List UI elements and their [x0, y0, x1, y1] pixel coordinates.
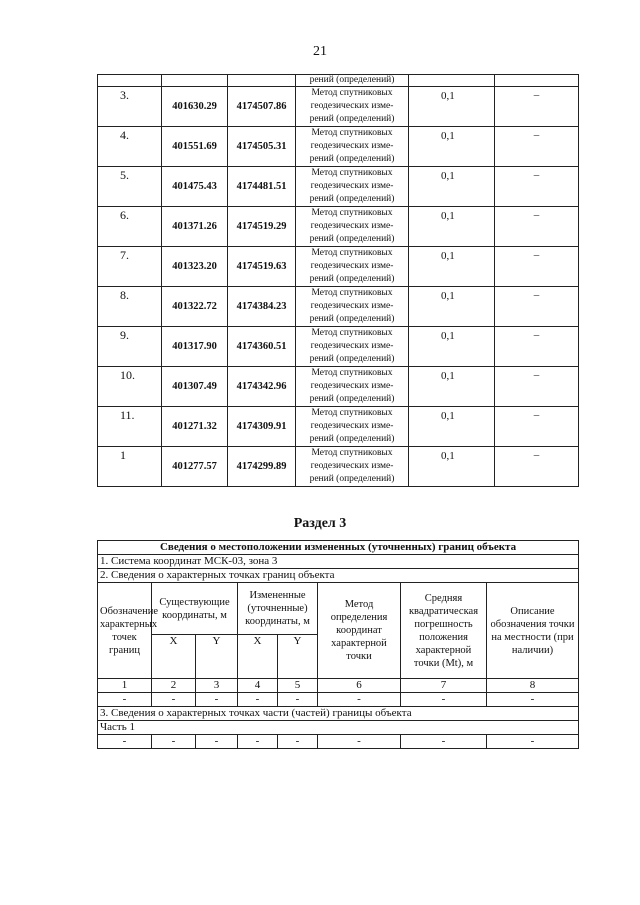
points-section-header: 2. Сведения о характерных точках границ объекта — [98, 569, 579, 583]
method-line: геодезических изме- — [310, 421, 394, 431]
col-description-header: Описание обозначения точки на местности (при наличии) — [487, 583, 579, 679]
method-line: рений (определений) — [309, 234, 395, 244]
precision: 0,1 — [409, 247, 495, 287]
section-title: Раздел 3 — [293, 516, 347, 531]
col-changed-header: Измененные (уточненные) координаты, м — [238, 583, 318, 635]
description: – — [495, 287, 579, 327]
method-cell — [296, 207, 409, 247]
col-precision-header: Средняя квадратическая погрешность положения характерной точки (Mt), м — [401, 583, 487, 679]
table-row — [98, 583, 579, 635]
table-row — [98, 87, 579, 127]
y-coordinate: 4174507.86 — [228, 87, 296, 127]
x-coordinate: 401475.43 — [162, 167, 228, 207]
y-coordinate: 4174360.51 — [228, 327, 296, 367]
method-cell — [296, 127, 409, 167]
method-line: Метод спутниковых — [311, 448, 393, 458]
point-number: 8. — [98, 287, 162, 327]
method-line: геодезических изме- — [310, 101, 394, 111]
col-point-header: Обозначение характерных точек границ — [98, 583, 152, 679]
y-coordinate: 4174299.89 — [228, 447, 296, 487]
x-coordinate: 401277.57 — [162, 447, 228, 487]
coordinate-system: 1. Система координат МСК-03, зона 3 — [98, 555, 579, 569]
description: – — [495, 407, 579, 447]
method-line: геодезических изме- — [310, 301, 394, 311]
description: – — [495, 367, 579, 407]
y-coordinate: 4174309.91 — [228, 407, 296, 447]
y-coordinate: 4174384.23 — [228, 287, 296, 327]
table-row — [98, 207, 579, 247]
x-coordinate: 401323.20 — [162, 247, 228, 287]
method-line: Метод спутниковых — [311, 128, 393, 138]
method-line: Метод спутниковых — [311, 88, 393, 98]
table-row — [98, 569, 579, 583]
table-row — [98, 127, 579, 167]
method-cell — [296, 167, 409, 207]
table-row — [98, 447, 579, 487]
col-y-header: Y — [196, 635, 238, 679]
precision: 0,1 — [409, 287, 495, 327]
table-row — [98, 287, 579, 327]
col-existing-header: Существующие координаты, м — [152, 583, 238, 635]
point-number: 7. — [98, 247, 162, 287]
point-number: 3. — [98, 87, 162, 127]
col-method-header: Метод определения координат характерной точки — [318, 583, 401, 679]
method-line: рений (определений) — [309, 314, 395, 324]
x-coordinate: 401551.69 — [162, 127, 228, 167]
precision: 0,1 — [409, 127, 495, 167]
precision: 0,1 — [409, 407, 495, 447]
table-row — [98, 407, 579, 447]
col-y-header: Y — [278, 635, 318, 679]
method-line: Метод спутниковых — [311, 408, 393, 418]
method-cell — [296, 407, 409, 447]
method-line: геодезических изме- — [310, 381, 394, 391]
table-row — [98, 721, 579, 735]
table-row — [98, 75, 579, 87]
table-row — [98, 367, 579, 407]
point-number: 10. — [98, 367, 162, 407]
method-line: рений (определений) — [309, 114, 395, 124]
method-line: рений (определений) — [309, 434, 395, 444]
description: – — [495, 447, 579, 487]
method-line: Метод спутниковых — [311, 288, 393, 298]
x-coordinate: 401271.32 — [162, 407, 228, 447]
method-line: геодезических изме- — [310, 341, 394, 351]
y-coordinate: 4174519.29 — [228, 207, 296, 247]
point-number: 1 — [98, 447, 162, 487]
method-line: Метод спутниковых — [311, 328, 393, 338]
method-line: рений (определений) — [309, 474, 395, 484]
y-coordinate: 4174505.31 — [228, 127, 296, 167]
precision: 0,1 — [409, 367, 495, 407]
precision: 0,1 — [409, 87, 495, 127]
point-number: 5. — [98, 167, 162, 207]
method-line: рений (определений) — [309, 394, 395, 404]
table-row — [98, 167, 579, 207]
method-line: Метод спутниковых — [311, 168, 393, 178]
precision: 0,1 — [409, 207, 495, 247]
method-line: рений (определений) — [309, 194, 395, 204]
precision: 0,1 — [409, 327, 495, 367]
x-coordinate: 401630.29 — [162, 87, 228, 127]
precision: 0,1 — [409, 167, 495, 207]
method-cell — [296, 447, 409, 487]
col-x-header: X — [152, 635, 196, 679]
description: – — [495, 247, 579, 287]
table-row: - - - - - - - - — [98, 693, 579, 707]
description: – — [495, 87, 579, 127]
method-line: рений (определений) — [309, 154, 395, 164]
method-cell — [296, 87, 409, 127]
method-line: геодезических изме- — [310, 181, 394, 191]
x-coordinate: 401307.49 — [162, 367, 228, 407]
y-coordinate: 4174519.63 — [228, 247, 296, 287]
parts-section-header: 3. Сведения о характерных точках части (частей) границы объекта — [98, 707, 579, 721]
method-line: рений (определений) — [309, 354, 395, 364]
point-number: 11. — [98, 407, 162, 447]
method-line: Метод спутниковых — [311, 208, 393, 218]
table-row — [98, 541, 579, 555]
method-cell — [296, 367, 409, 407]
x-coordinate: 401322.72 — [162, 287, 228, 327]
method-cell: рений (определений) — [296, 75, 409, 87]
method-line: геодезических изме- — [310, 461, 394, 471]
description: – — [495, 327, 579, 367]
changed-boundaries-table — [97, 540, 579, 749]
description: – — [495, 167, 579, 207]
x-coordinate: 401317.90 — [162, 327, 228, 367]
table-title: Сведения о местоположении измененных (уточненных) границ объекта — [98, 541, 579, 555]
y-coordinate: 4174342.96 — [228, 367, 296, 407]
table-row — [98, 555, 579, 569]
table-row — [98, 247, 579, 287]
boundary-points-table — [97, 74, 579, 487]
method-line: геодезических изме- — [310, 141, 394, 151]
method-line: Метод спутниковых — [311, 248, 393, 258]
page-number: 21 — [313, 44, 327, 59]
method-line: Метод спутниковых — [311, 368, 393, 378]
precision: 0,1 — [409, 447, 495, 487]
method-cell — [296, 247, 409, 287]
method-line: геодезических изме- — [310, 261, 394, 271]
column-numbers-row: 1 2 3 4 5 6 7 8 — [98, 679, 579, 693]
x-coordinate: 401371.26 — [162, 207, 228, 247]
method-cell — [296, 327, 409, 367]
table-row — [98, 327, 579, 367]
part-label: Часть 1 — [98, 721, 579, 735]
table-row — [98, 707, 579, 721]
col-x-header: X — [238, 635, 278, 679]
table-row: - - - - - - - - — [98, 735, 579, 749]
description: – — [495, 207, 579, 247]
method-line: геодезических изме- — [310, 221, 394, 231]
point-number: 9. — [98, 327, 162, 367]
method-cell — [296, 287, 409, 327]
point-number: 6. — [98, 207, 162, 247]
point-number: 4. — [98, 127, 162, 167]
y-coordinate: 4174481.51 — [228, 167, 296, 207]
description: – — [495, 127, 579, 167]
method-line: рений (определений) — [309, 274, 395, 284]
